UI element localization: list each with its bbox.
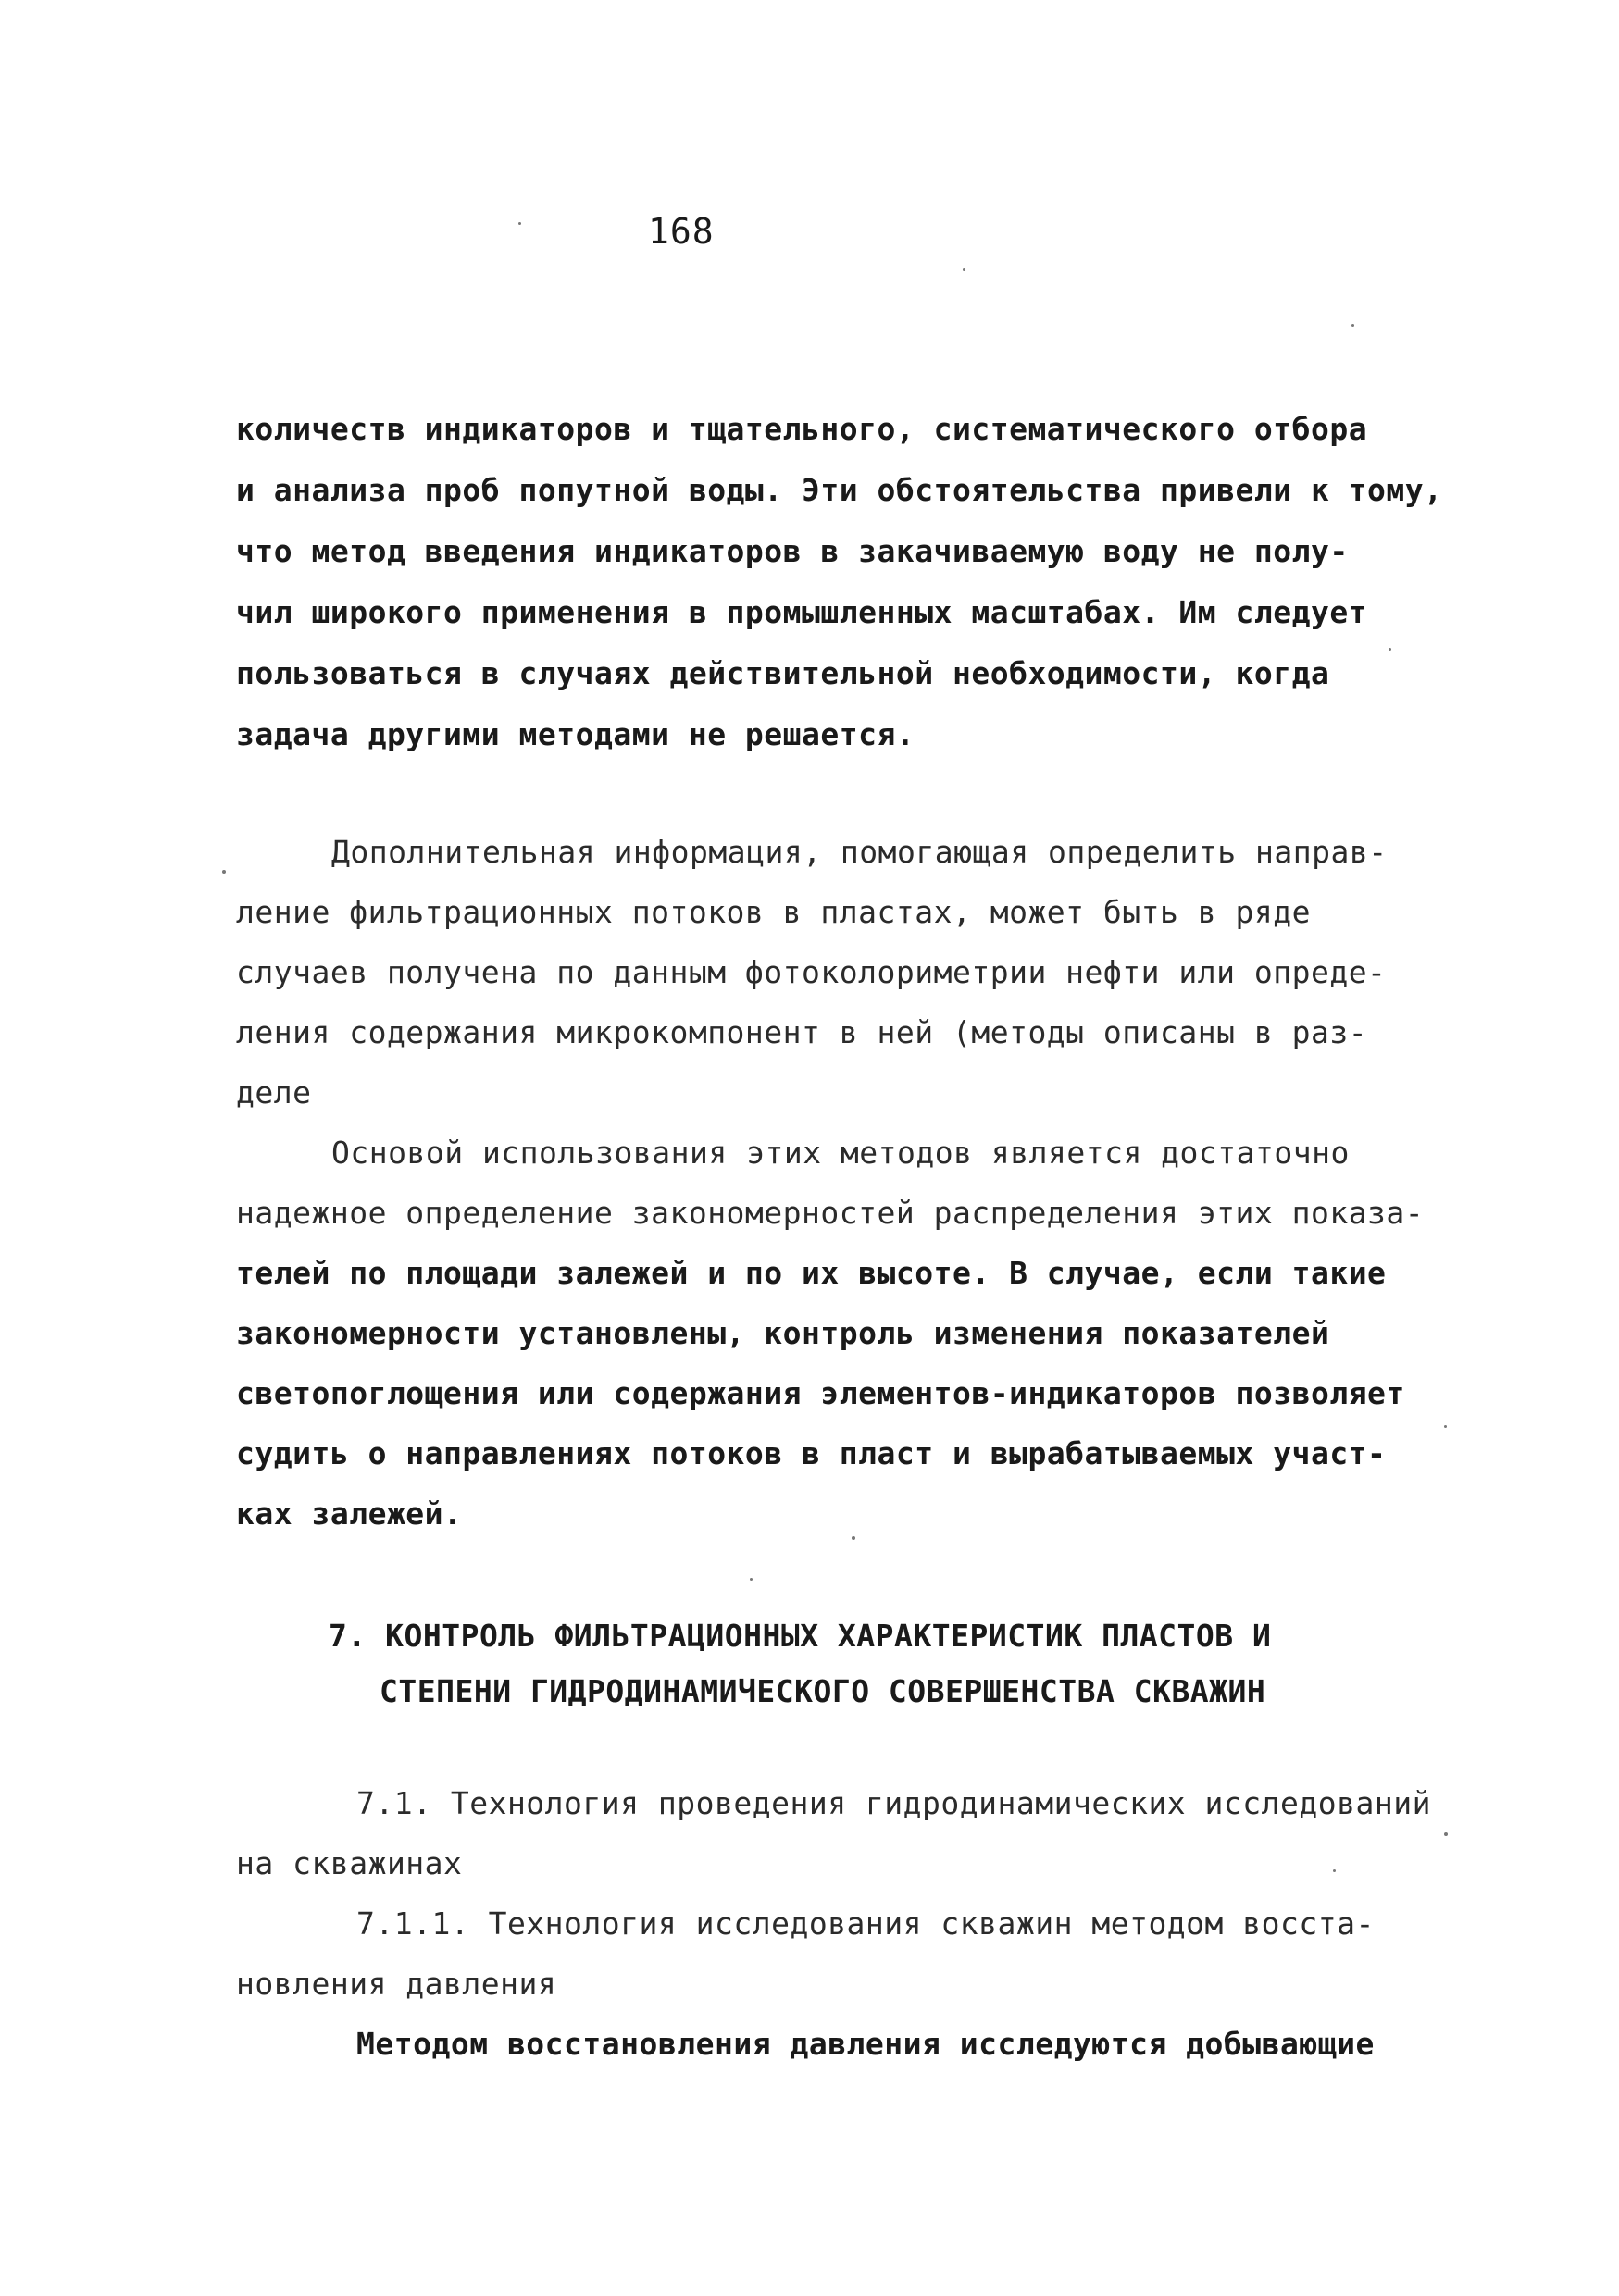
speck bbox=[963, 268, 965, 271]
heading-line: 7.1. Технология проведения гидродинамических исследований bbox=[356, 1785, 1431, 1821]
speck bbox=[1444, 1832, 1448, 1836]
text-line: что метод введения индикаторов в закачиваемую воду не полу- bbox=[236, 533, 1349, 569]
text-line: телей по площади залежей и по их высоте. В случае, если такие bbox=[236, 1255, 1387, 1291]
text-line: ках залежей. bbox=[236, 1496, 463, 1532]
text-line: ления содержания микрокомпонент в ней (методы описаны в раз- bbox=[236, 1014, 1368, 1050]
text-line: судить о направлениях потоков в пласт и вырабатываемых участ- bbox=[236, 1435, 1387, 1471]
text-line: ление фильтрационных потоков в пластах, может быть в ряде bbox=[236, 894, 1311, 930]
heading-line: 7. КОНТРОЛЬ ФИЛЬТРАЦИОННЫХ ХАРАКТЕРИСТИК ПЛАСТОВ И bbox=[329, 1618, 1272, 1654]
speck bbox=[750, 1578, 753, 1581]
text-line: и анализа проб попутной воды. Эти обстоятельства привели к тому, bbox=[236, 472, 1443, 508]
text-line: количеств индикаторов и тщательного, систематического отбора bbox=[236, 411, 1368, 447]
speck bbox=[222, 870, 226, 874]
text-line: пользоваться в случаях действительной необходимости, когда bbox=[236, 655, 1330, 691]
text-line: задача другими методами не решается. bbox=[236, 716, 915, 752]
text-line: деле bbox=[236, 1074, 312, 1111]
speck bbox=[1444, 1425, 1447, 1428]
heading-line: на скважинах bbox=[236, 1845, 463, 1881]
text-line: закономерности установлены, контроль изменения показателей bbox=[236, 1315, 1330, 1351]
speck bbox=[852, 1536, 855, 1540]
text-line: Методом восстановления давления исследуются добывающие bbox=[356, 2026, 1375, 2062]
heading-line: СТЕПЕНИ ГИДРОДИНАМИЧЕСКОГО СОВЕРШЕНСТВА СКВАЖИН bbox=[380, 1673, 1266, 1709]
speck bbox=[1333, 1869, 1336, 1872]
text-line: надежное определение закономерностей распределения этих показа- bbox=[236, 1195, 1425, 1231]
text-line: светопоглощения или содержания элементов-индикаторов позволяет bbox=[236, 1375, 1405, 1411]
speck bbox=[1389, 648, 1391, 651]
text-line: Основой использования этих методов является достаточно bbox=[331, 1135, 1350, 1171]
text-line: Дополнительная информация, помогающая определить направ- bbox=[331, 834, 1388, 870]
text-line: случаев получена по данным фотоколориметрии нефти или опреде- bbox=[236, 954, 1387, 990]
text-line: чил широкого применения в промышленных масштабах. Им следует bbox=[236, 594, 1368, 630]
page-number: 168 bbox=[648, 211, 715, 252]
heading-line: 7.1.1. Технология исследования скважин методом восста- bbox=[356, 1905, 1375, 1942]
heading-line: новления давления bbox=[236, 1966, 557, 2002]
speck bbox=[518, 222, 521, 225]
speck bbox=[1351, 324, 1354, 327]
